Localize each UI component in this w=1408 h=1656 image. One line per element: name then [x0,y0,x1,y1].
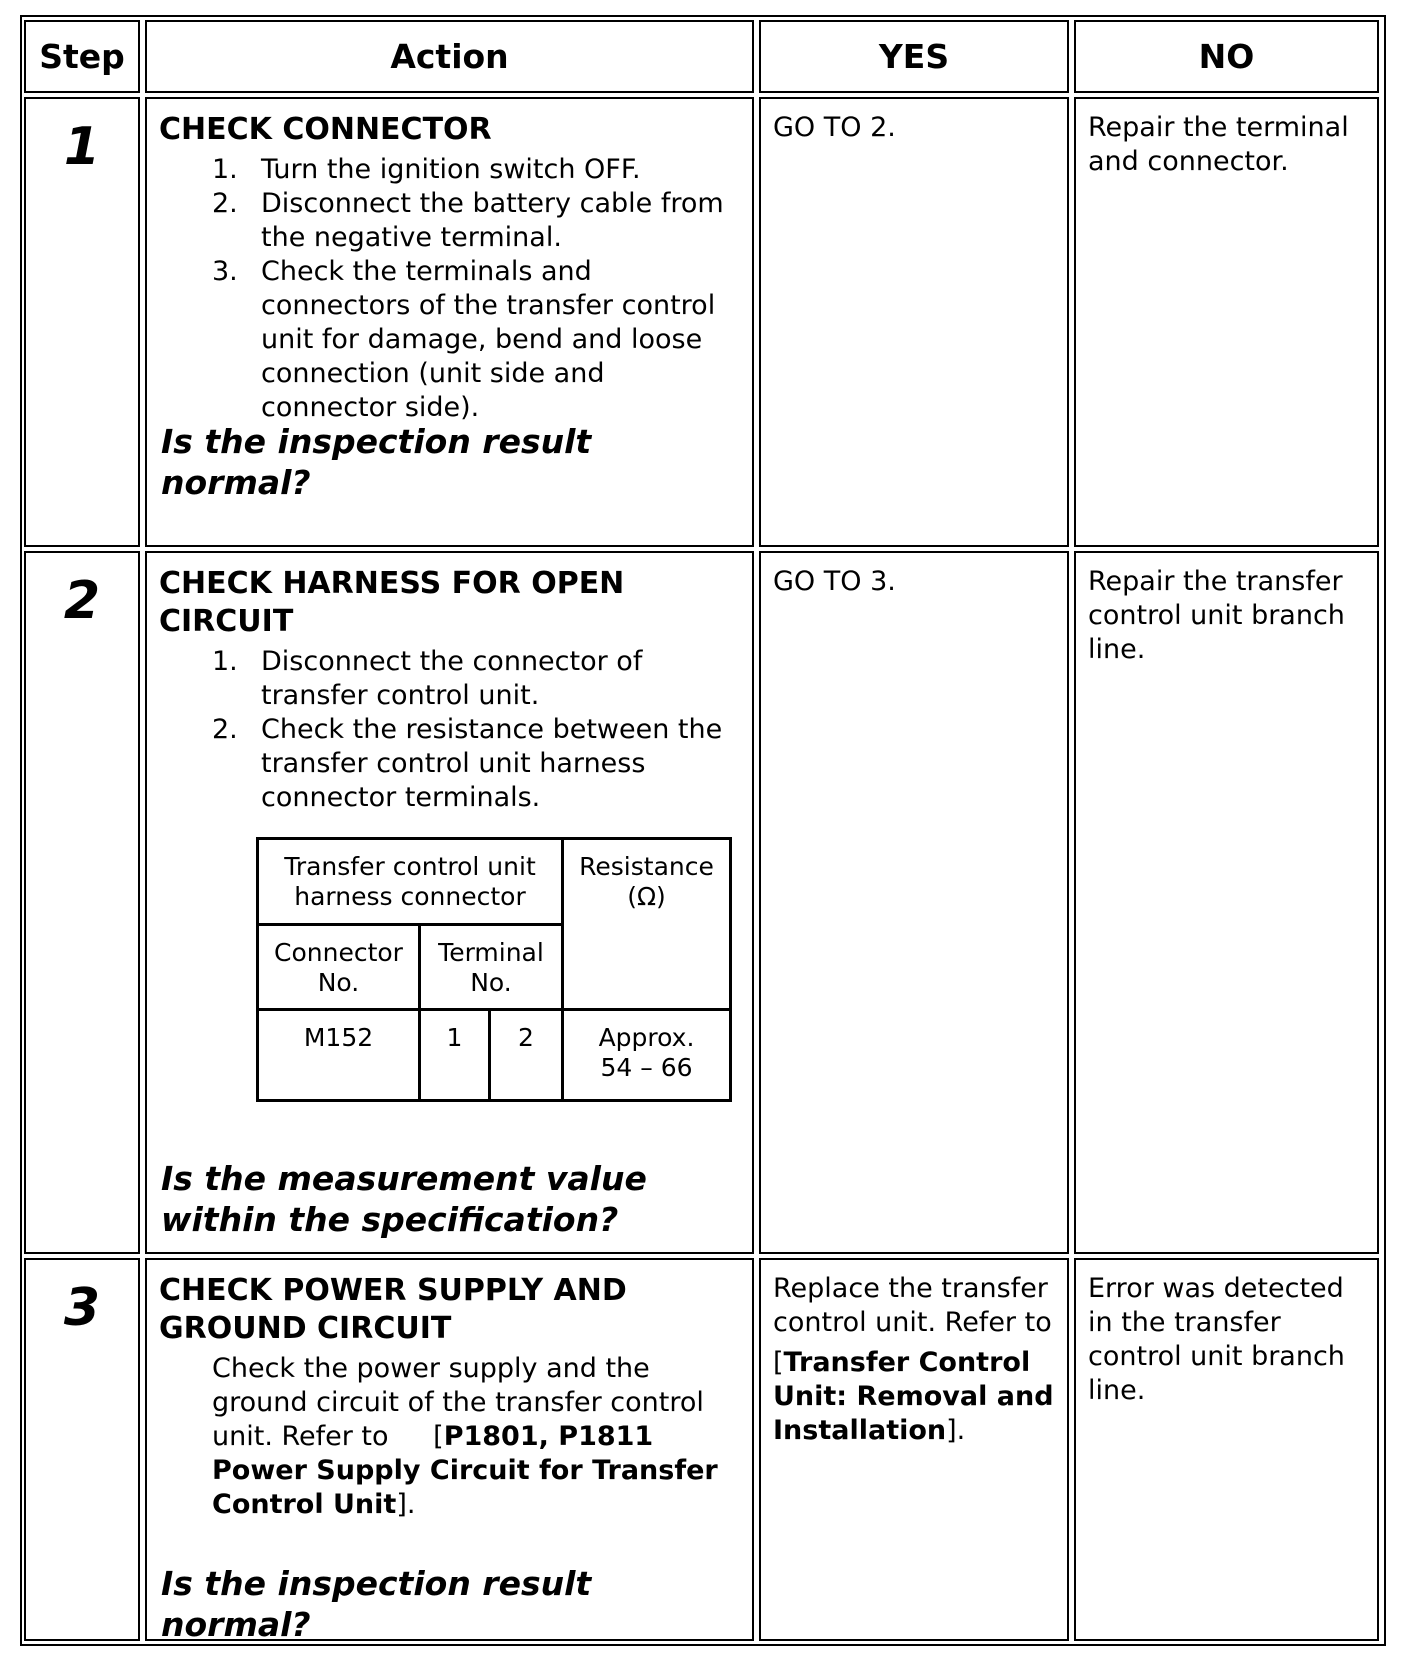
resistance-header: Resistance (Ω) [579,852,714,911]
action-title-3: CHECK POWER SUPPLY AND GROUND CIRCUIT [159,1273,627,1346]
yes-cell-1 [759,97,1069,547]
no-text-3: Error was detected in the transfer control unit branch line. [1088,1273,1345,1406]
header-no [1074,20,1379,93]
list-item: 3. Check the terminals and connectors of the transfer control unit for damage, bend and loose connection (unit side and connector side). [212,256,716,423]
no-cell-2 [1074,551,1379,1254]
no-cell-3 [1074,1258,1379,1641]
step-number-1-label: 1 [63,117,101,177]
header-step [24,20,140,93]
question-2: Is the measurement value within the specification? [161,1159,647,1239]
action-body-3: Check the power supply and the ground circuit of the transfer control unit. Refer to [P1801, P1811 Power Supply Circuit for Transfer Control Unit]. [212,1353,718,1520]
question-3: Is the inspection result normal? [161,1564,592,1644]
action-cell-3 [145,1258,754,1644]
list-item: 1. Turn the ignition switch OFF. [212,154,641,185]
connector-value: M152 [303,1023,374,1052]
terminal-a-value: 1 [446,1023,463,1052]
step-number-2-label: 2 [63,571,101,631]
terminal-b-value: 2 [518,1023,534,1052]
action-title-2: CHECK HARNESS FOR OPEN CIRCUIT [159,566,625,639]
reference-link[interactable]: Transfer Control Unit: Removal and Installation [773,1347,1054,1446]
action-steps-1 [159,153,740,425]
action-cell-1 [145,97,754,547]
group-header: Transfer control unit harness connector [284,852,536,911]
list-item: 2. Check the resistance between the transfer control unit harness connector terminals. [212,714,723,813]
header-yes-label: YES [878,37,950,76]
step-number-3 [24,1258,140,1641]
reference-link[interactable]: P1801, P1811 Power Supply Circuit for Transfer Control Unit [212,1421,718,1520]
connector-header: Connector No. [274,938,403,997]
yes-text-1: GO TO 2. [773,112,896,143]
action-title-1: CHECK CONNECTOR [159,112,492,147]
step-number-2 [24,551,140,1254]
header-yes [759,20,1069,93]
yes-text-3: Replace the transfer control unit. Refer to [773,1273,1052,1338]
action-steps-2 [159,645,740,815]
yes-text-2: GO TO 3. [773,566,896,597]
action-cell-2 [145,551,754,1254]
yes-cell-3: Replace the transfer control unit. Refer to [Transfer Control Unit: Removal and Installation]. [759,1258,1069,1641]
no-cell-1 [1074,97,1379,547]
header-no-label: NO [1198,37,1255,76]
list-item: 1. Disconnect the connector of transfer control unit. [212,646,643,711]
resistance-value: Approx. 54 – 66 [598,1023,695,1082]
no-text-1: Repair the terminal and connector. [1088,112,1349,177]
step-number-1 [24,97,140,547]
terminal-header: Terminal No. [438,938,544,997]
header-step-label: Step [39,37,125,76]
step-number-3-label: 3 [63,1278,101,1338]
question-1: Is the inspection result normal? [161,422,592,502]
list-item: 2. Disconnect the battery cable from the negative terminal. [212,188,724,253]
header-action [145,20,754,93]
resistance-table [256,837,732,1102]
no-text-2: Repair the transfer control unit branch line. [1088,566,1345,665]
header-action-label: Action [390,37,509,76]
yes-cell-2 [759,551,1069,1254]
